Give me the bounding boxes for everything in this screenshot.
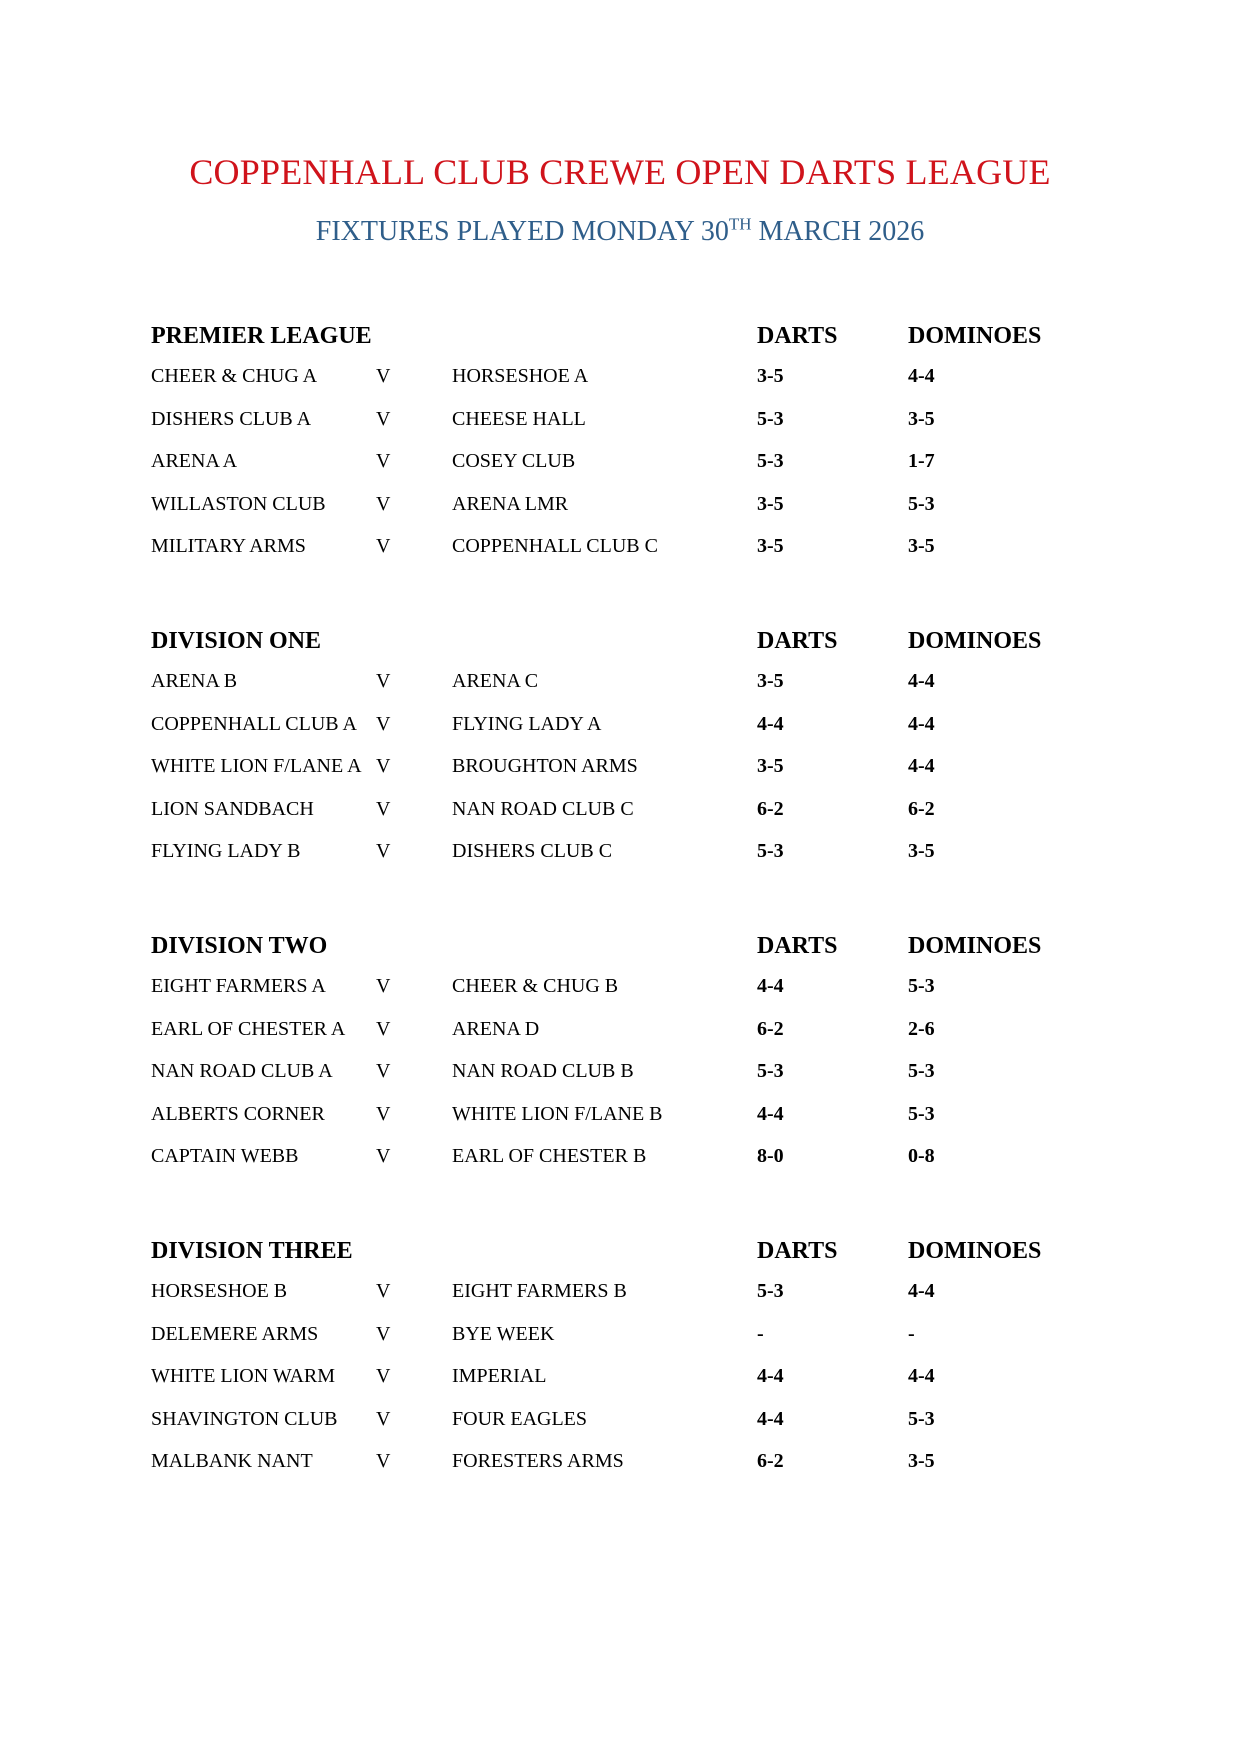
dominoes-score: 3-5 [908, 535, 935, 558]
away-team: FORESTERS ARMS [452, 1450, 624, 1473]
fixture-row [151, 1406, 1101, 1449]
darts-score: 4-4 [757, 1102, 784, 1125]
darts-score: 3-5 [757, 755, 784, 778]
section-division-one [151, 626, 1101, 881]
darts-score: 5-3 [757, 407, 784, 430]
darts-score: 5-3 [757, 1280, 784, 1302]
versus-label: V [376, 840, 391, 863]
home-team: HORSESHOE B [151, 1280, 288, 1302]
darts-score: 4-4 [757, 712, 784, 735]
away-team: ARENA C [452, 670, 539, 692]
darts-score: 6-2 [757, 797, 784, 820]
away-team: IMPERIAL [452, 1365, 547, 1388]
versus-label: V [376, 407, 391, 430]
away-team: EIGHT FARMERS B [452, 1280, 627, 1302]
away-team: ARENA D [452, 1017, 540, 1040]
home-team: WHITE LION F/LANE A [151, 755, 362, 778]
fixture-row [151, 753, 1101, 796]
dominoes-column-header: DOMINOES [908, 628, 1042, 654]
page-subtitle [0, 214, 1240, 250]
away-team: BYE WEEK [452, 1322, 555, 1345]
darts-score: 3-5 [757, 535, 784, 558]
dominoes-score: 4-4 [908, 365, 935, 387]
away-team: COPPENHALL CLUB C [452, 535, 658, 558]
fixture-row [151, 1363, 1101, 1406]
fixture-row [151, 1058, 1101, 1101]
home-team: ALBERTS CORNER [151, 1102, 325, 1125]
versus-label: V [376, 1450, 391, 1473]
darts-score: 4-4 [757, 975, 784, 997]
darts-score: - [757, 1322, 764, 1345]
versus-label: V [376, 670, 391, 692]
dominoes-score: 4-4 [908, 1365, 935, 1388]
fixture-row [151, 1448, 1101, 1491]
home-team: CHEER & CHUG A [151, 365, 318, 387]
home-team: COPPENHALL CLUB A [151, 712, 357, 735]
versus-label: V [376, 755, 391, 778]
darts-score: 3-5 [757, 492, 784, 515]
versus-label: V [376, 975, 391, 997]
fixture-row [151, 711, 1101, 754]
away-team: DISHERS CLUB C [452, 840, 613, 863]
fixture-row [151, 533, 1101, 576]
versus-label: V [376, 1407, 391, 1430]
home-team: DELEMERE ARMS [151, 1322, 319, 1345]
fixture-row [151, 448, 1101, 491]
dominoes-score: - [908, 1322, 915, 1345]
fixture-row [151, 491, 1101, 534]
fixture-row [151, 1101, 1101, 1144]
fixture-row [151, 1278, 1101, 1321]
dominoes-score: 0-8 [908, 1145, 935, 1168]
home-team: WILLASTON CLUB [151, 492, 326, 515]
versus-label: V [376, 1060, 391, 1083]
versus-label: V [376, 1102, 391, 1125]
versus-label: V [376, 1322, 391, 1345]
darts-score: 3-5 [757, 670, 784, 692]
page-title: COPPENHALL CLUB CREWE OPEN DARTS LEAGUE [189, 152, 1051, 192]
dominoes-score: 4-4 [908, 755, 935, 778]
away-team: FLYING LADY A [452, 712, 602, 735]
away-team: CHEER & CHUG B [452, 975, 619, 997]
dominoes-score: 5-3 [908, 1102, 935, 1125]
home-team: EIGHT FARMERS A [151, 975, 326, 997]
darts-column-header: DARTS [757, 1238, 838, 1264]
subtitle-superscript: TH [728, 214, 752, 234]
home-team: NAN ROAD CLUB A [151, 1060, 333, 1083]
dominoes-score: 3-5 [908, 1450, 935, 1473]
fixture-row [151, 668, 1101, 711]
dominoes-score: 3-5 [908, 407, 935, 430]
versus-label: V [376, 450, 391, 473]
subtitle-suffix: MARCH 2026 [751, 216, 925, 247]
dominoes-column-header: DOMINOES [908, 323, 1042, 349]
darts-column-header: DARTS [757, 933, 838, 959]
home-team: LION SANDBACH [151, 797, 314, 820]
dominoes-score: 6-2 [908, 797, 935, 820]
away-team: FOUR EAGLES [452, 1407, 588, 1430]
versus-label: V [376, 1145, 391, 1168]
home-team: MILITARY ARMS [151, 535, 306, 558]
fixture-row [151, 1016, 1101, 1059]
darts-column-header: DARTS [757, 628, 838, 654]
section-premier-league [151, 321, 1101, 576]
dominoes-score: 5-3 [908, 1060, 935, 1083]
versus-label: V [376, 535, 391, 558]
dominoes-score: 4-4 [908, 670, 935, 692]
darts-score: 5-3 [757, 1060, 784, 1083]
home-team: FLYING LADY B [151, 840, 301, 863]
dominoes-score: 2-6 [908, 1017, 935, 1040]
section-title: DIVISION ONE [151, 628, 322, 654]
dominoes-score: 4-4 [908, 1280, 935, 1302]
subtitle-prefix: FIXTURES PLAYED MONDAY 30 [315, 216, 729, 247]
away-team: EARL OF CHESTER B [452, 1145, 647, 1168]
away-team: WHITE LION F/LANE B [452, 1102, 663, 1125]
dominoes-score: 5-3 [908, 1407, 935, 1430]
darts-score: 4-4 [757, 1365, 784, 1388]
dominoes-score: 5-3 [908, 975, 935, 997]
fixture-row [151, 406, 1101, 449]
dominoes-score: 4-4 [908, 712, 935, 735]
fixture-row [151, 363, 1101, 406]
away-team: HORSESHOE A [452, 365, 589, 387]
home-team: WHITE LION WARM [151, 1365, 336, 1388]
section-title: DIVISION THREE [151, 1238, 353, 1264]
fixture-row [151, 838, 1101, 881]
darts-score: 8-0 [757, 1145, 784, 1168]
versus-label: V [376, 365, 391, 387]
darts-score: 6-2 [757, 1450, 784, 1473]
darts-score: 5-3 [757, 840, 784, 863]
away-team: ARENA LMR [452, 492, 569, 515]
versus-label: V [376, 1280, 391, 1302]
away-team: COSEY CLUB [452, 450, 576, 473]
section-division-two [151, 931, 1101, 1186]
section-header [151, 321, 1101, 363]
away-team: NAN ROAD CLUB B [452, 1060, 634, 1083]
away-team: BROUGHTON ARMS [452, 755, 638, 778]
away-team: NAN ROAD CLUB C [452, 797, 634, 820]
dominoes-column-header: DOMINOES [908, 933, 1042, 959]
fixture-row [151, 1321, 1101, 1364]
versus-label: V [376, 1365, 391, 1388]
home-team: ARENA B [151, 670, 238, 692]
section-header [151, 931, 1101, 973]
fixture-row [151, 973, 1101, 1016]
darts-score: 5-3 [757, 450, 784, 473]
versus-label: V [376, 492, 391, 515]
dominoes-score: 3-5 [908, 840, 935, 863]
versus-label: V [376, 797, 391, 820]
home-team: EARL OF CHESTER A [151, 1017, 346, 1040]
section-header [151, 626, 1101, 668]
section-header [151, 1236, 1101, 1278]
home-team: MALBANK NANT [151, 1450, 313, 1473]
dominoes-column-header: DOMINOES [908, 1238, 1042, 1264]
darts-score: 6-2 [757, 1017, 784, 1040]
section-title: DIVISION TWO [151, 933, 328, 959]
fixture-row [151, 796, 1101, 839]
dominoes-score: 5-3 [908, 492, 935, 515]
dominoes-score: 1-7 [908, 450, 935, 473]
darts-score: 4-4 [757, 1407, 784, 1430]
away-team: CHEESE HALL [452, 407, 586, 430]
fixture-row [151, 1143, 1101, 1186]
home-team: SHAVINGTON CLUB [151, 1407, 338, 1430]
versus-label: V [376, 712, 391, 735]
section-division-three [151, 1236, 1101, 1491]
home-team: ARENA A [151, 450, 238, 473]
versus-label: V [376, 1017, 391, 1040]
home-team: DISHERS CLUB A [151, 407, 312, 430]
home-team: CAPTAIN WEBB [151, 1145, 299, 1168]
darts-column-header: DARTS [757, 323, 838, 349]
section-title: PREMIER LEAGUE [151, 323, 372, 349]
darts-score: 3-5 [757, 365, 784, 387]
